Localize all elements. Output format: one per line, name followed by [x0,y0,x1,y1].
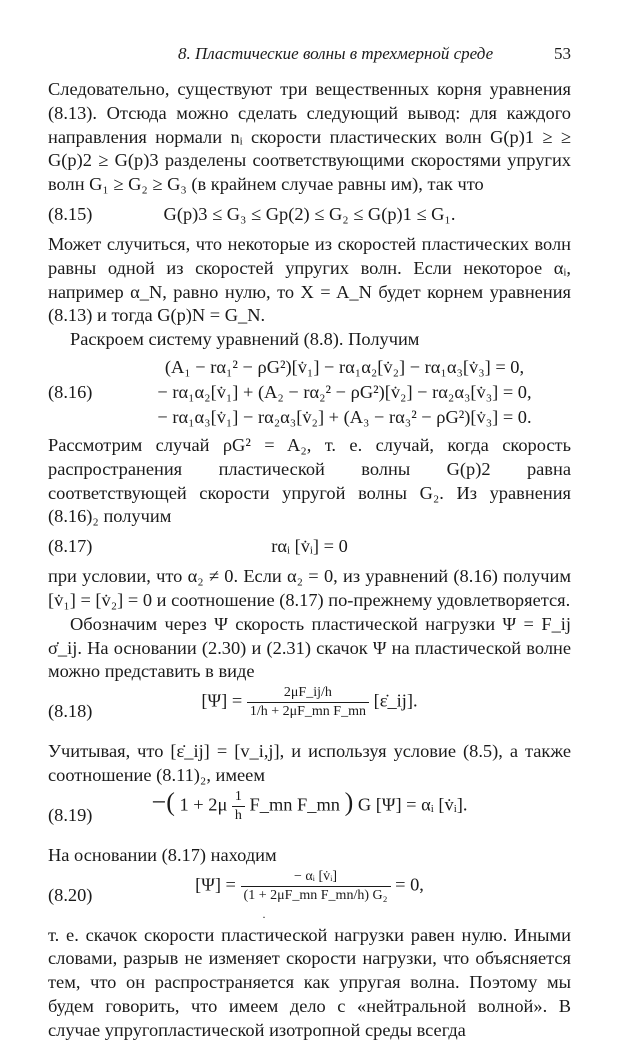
paragraph-2: Может случиться, что некоторые из скоростей пластических волн равны одной из скоростей упругих волн. Если некоторое αᵢ, например α_N, равно нулю, то X = A_N будет корнем уравнения (8.13) и тогда G(p)N = G_N. [48,233,571,326]
fraction-denominator: 1/h + 2μF_mn F_mn [249,704,366,720]
fraction-numerator: 2μF_ij/h [247,684,369,703]
equation-rhs: G [Ψ] = αᵢ [v̇ᵢ]. [357,794,468,815]
equation-number: (8.20) [48,884,93,905]
paragraph-4: Рассмотрим случай ρG² = A₂, т. е. случай, когда скорость распространения пластической волны G(p)2 равна соответствующей скорости упругой волны G₂. Из уравнения (8.16)₂ получим [48,434,571,527]
equation-lhs: [Ψ] = [195,874,236,895]
paragraph-9: т. е. скачок скорости пластической нагрузки равен нулю. Иными словами, разрыв не изменяет скорости нагрузки, что объясняется тем, что он распространяется как упругая волна. Поэтому мы будем говорить, что имеем дело с «нейтральной волной». В случае упругопластической изотропной среды всегда [48,924,571,1040]
fraction [247,684,369,721]
fraction [232,788,245,825]
equation-rhs: = 0, [395,874,424,895]
page-body [48,78,571,1043]
equation-number: (8.18) [48,701,93,722]
equation-8-16 [48,352,571,434]
equation-number: (8.16) [48,381,93,402]
paragraph-3: Раскроем систему уравнений (8.8). Получим [70,329,420,350]
paragraph-6: Обозначим через Ψ скорость пластической нагрузки Ψ = F_ij σ̇_ij. На основании (2.30) и (2.31) скачок Ψ на пластической волне можно представить в виде [48,613,571,682]
paragraph-7: Учитывая, что [ε̇_ij] = [v_i,j], и используя условие (8.5), а также соотношение (8.11)₂, имеем [48,741,571,785]
paragraph-1: Следовательно, существуют три вещественных корня уравнения (8.13). Отсюда можно сделать следующий вывод: для каждого направления нормали nᵢ скорости пластических волн G(p)1 ≥ ≥ G(p)2 ≥ G(p)3 разделены соответствующими скоростями упругих волн G₁ ≥ G₂ ≥ G₃ (в крайнем случае равны им), так что [48,79,571,195]
paragraph-5: при условии, что α₂ ≠ 0. Если α₂ = 0, из уравнений (8.16) получим [v̇₁] = [v̇₂] = 0 и соотношение (8.17) по-прежнему удовлетворяется. [48,566,571,610]
equation-line-1: (A₁ − rα₁² − ρG²)[v̇₁] − rα₁α₂[v̇₂] − rα₁α₃[v̇₃] = 0, [164,356,525,377]
term-b: F_mn F_mn [249,794,340,815]
running-header [0,44,619,68]
equation-line-2: − rα₁α₂[v̇₁] + (A₂ − rα₂² − ρG²)[v̇₂] − rα₂α₃[v̇₃] = 0, [157,381,532,402]
equation-8-20 [48,868,571,924]
fraction-denominator: (1 + 2μF_mn F_mn/h) G₂ [243,887,388,903]
fraction-denominator: h [234,807,242,823]
fraction [241,868,391,905]
fraction-numerator: 1 [232,788,245,807]
paragraph-8: На основании (8.17) находим [48,844,277,865]
term-a: 1 + 2μ [179,794,228,815]
fraction-numerator: − αᵢ [v̇ᵢ] [241,868,391,887]
equation-lhs: [Ψ] = [201,690,243,711]
equation-8-18 [48,684,571,740]
page-number: 53 [554,44,571,63]
equation-number: (8.15) [48,203,93,224]
footer-mark: · [262,910,266,924]
equation-8-19 [48,788,571,844]
equation-formula: G(p)3 ≤ G₃ ≤ Gp(2) ≤ G₂ ≤ G(p)1 ≤ G₁. [163,203,456,224]
equation-formula [48,868,571,905]
equation-formula: rαᵢ [v̇ᵢ] = 0 [271,536,348,557]
equation-8-15 [48,197,571,233]
left-paren: −( [151,787,175,817]
header-title: 8. Пластические волны в трехмерной среде [178,44,494,63]
equation-rhs: [ε̇_ij]. [373,690,418,711]
equation-formula [48,684,571,721]
equation-line-3: − rα₁α₃[v̇₁] − rα₂α₃[v̇₂] + (A₃ − rα₃² − ρG²)[v̇₃] = 0. [157,406,532,427]
equation-8-17 [48,529,571,565]
equation-formula [48,788,571,825]
equation-number: (8.19) [48,804,93,825]
right-paren: ) [344,787,354,817]
equation-number: (8.17) [48,536,93,557]
